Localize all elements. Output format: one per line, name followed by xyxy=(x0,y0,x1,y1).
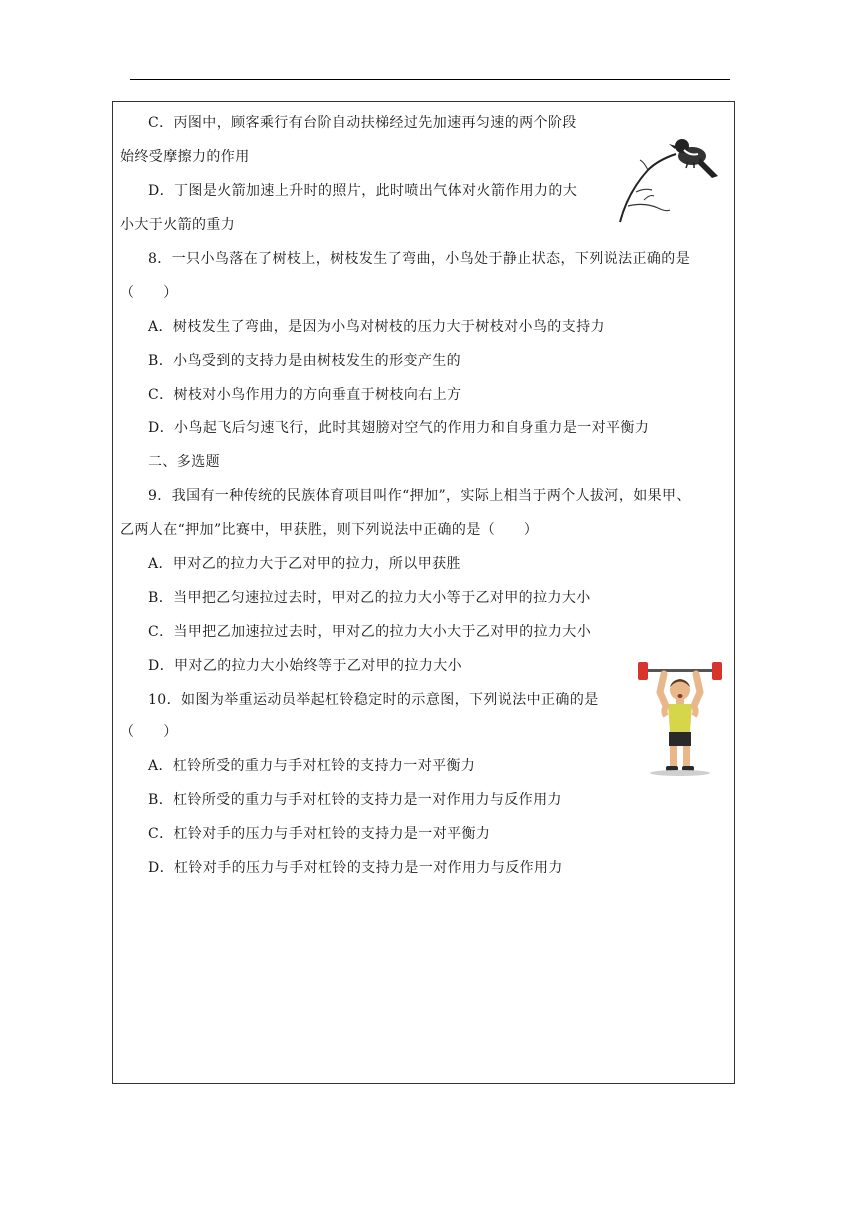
q7-option-d-line2: 小大于火箭的重力 xyxy=(120,217,236,233)
q8-option-b: B．小鸟受到的支持力是由树枝发生的形变产生的 xyxy=(148,353,462,369)
q9-option-b: B．当甲把乙匀速拉过去时，甲对乙的拉力大小等于乙对甲的拉力大小 xyxy=(148,590,591,606)
q7-option-d-line1: D．丁图是火箭加速上升时的照片，此时喷出气体对火箭作用力的大 xyxy=(148,183,578,199)
q8-option-a: A．树枝发生了弯曲，是因为小鸟对树枝的压力大于树枝对小鸟的支持力 xyxy=(148,319,605,335)
q8-option-c: C．树枝对小鸟作用力的方向垂直于树枝向右上方 xyxy=(148,387,462,403)
q9-option-d: D．甲对乙的拉力大小始终等于乙对甲的拉力大小 xyxy=(148,658,463,674)
weightlifter-illustration xyxy=(638,660,722,778)
q10-option-c: C．杠铃对手的压力与手对杠铃的支持力是一对平衡力 xyxy=(148,826,491,842)
q9-option-a: A．甲对乙的拉力大于乙对甲的拉力，所以甲获胜 xyxy=(148,556,461,572)
q10-option-a: A．杠铃所受的重力与手对杠铃的支持力一对平衡力 xyxy=(148,758,476,774)
q10-option-d: D．杠铃对手的压力与手对杠铃的支持力是一对作用力与反作用力 xyxy=(148,860,563,876)
q10-option-b: B．杠铃所受的重力与手对杠铃的支持力是一对作用力与反作用力 xyxy=(148,792,562,808)
q9-stem-line2: 乙两人在“押加”比赛中，甲获胜，则下列说法中正确的是（ ） xyxy=(120,522,539,538)
q7-option-c-line1: C．丙图中，顾客乘行有台阶自动扶梯经过先加速再匀速的两个阶段 xyxy=(148,115,577,131)
q9-stem-line1: 9．我国有一种传统的民族体育项目叫作“押加”，实际上相当于两个人拔河，如果甲、 xyxy=(148,488,691,504)
q10-stem-line1: 10．如图为举重运动员举起杠铃稳定时的示意图，下列说法中正确的是 xyxy=(148,692,599,708)
q8-option-d: D．小鸟起飞后匀速飞行，此时其翅膀对空气的作用力和自身重力是一对平衡力 xyxy=(148,420,650,436)
bird-on-branch-illustration xyxy=(614,134,724,226)
q10-stem-line2: （ ） xyxy=(120,724,178,740)
q8-stem-line2: （ ） xyxy=(120,285,178,301)
header-rule xyxy=(130,79,730,80)
q7-option-c-line2: 始终受摩擦力的作用 xyxy=(120,149,250,165)
q9-option-c: C．当甲把乙加速拉过去时，甲对乙的拉力大小大于乙对甲的拉力大小 xyxy=(148,624,592,640)
section-heading-multiple-choice: 二、多选题 xyxy=(148,454,220,470)
q8-stem-line1: 8．一只小鸟落在了树枝上，树枝发生了弯曲，小鸟处于静止状态，下列说法正确的是 xyxy=(148,251,691,267)
